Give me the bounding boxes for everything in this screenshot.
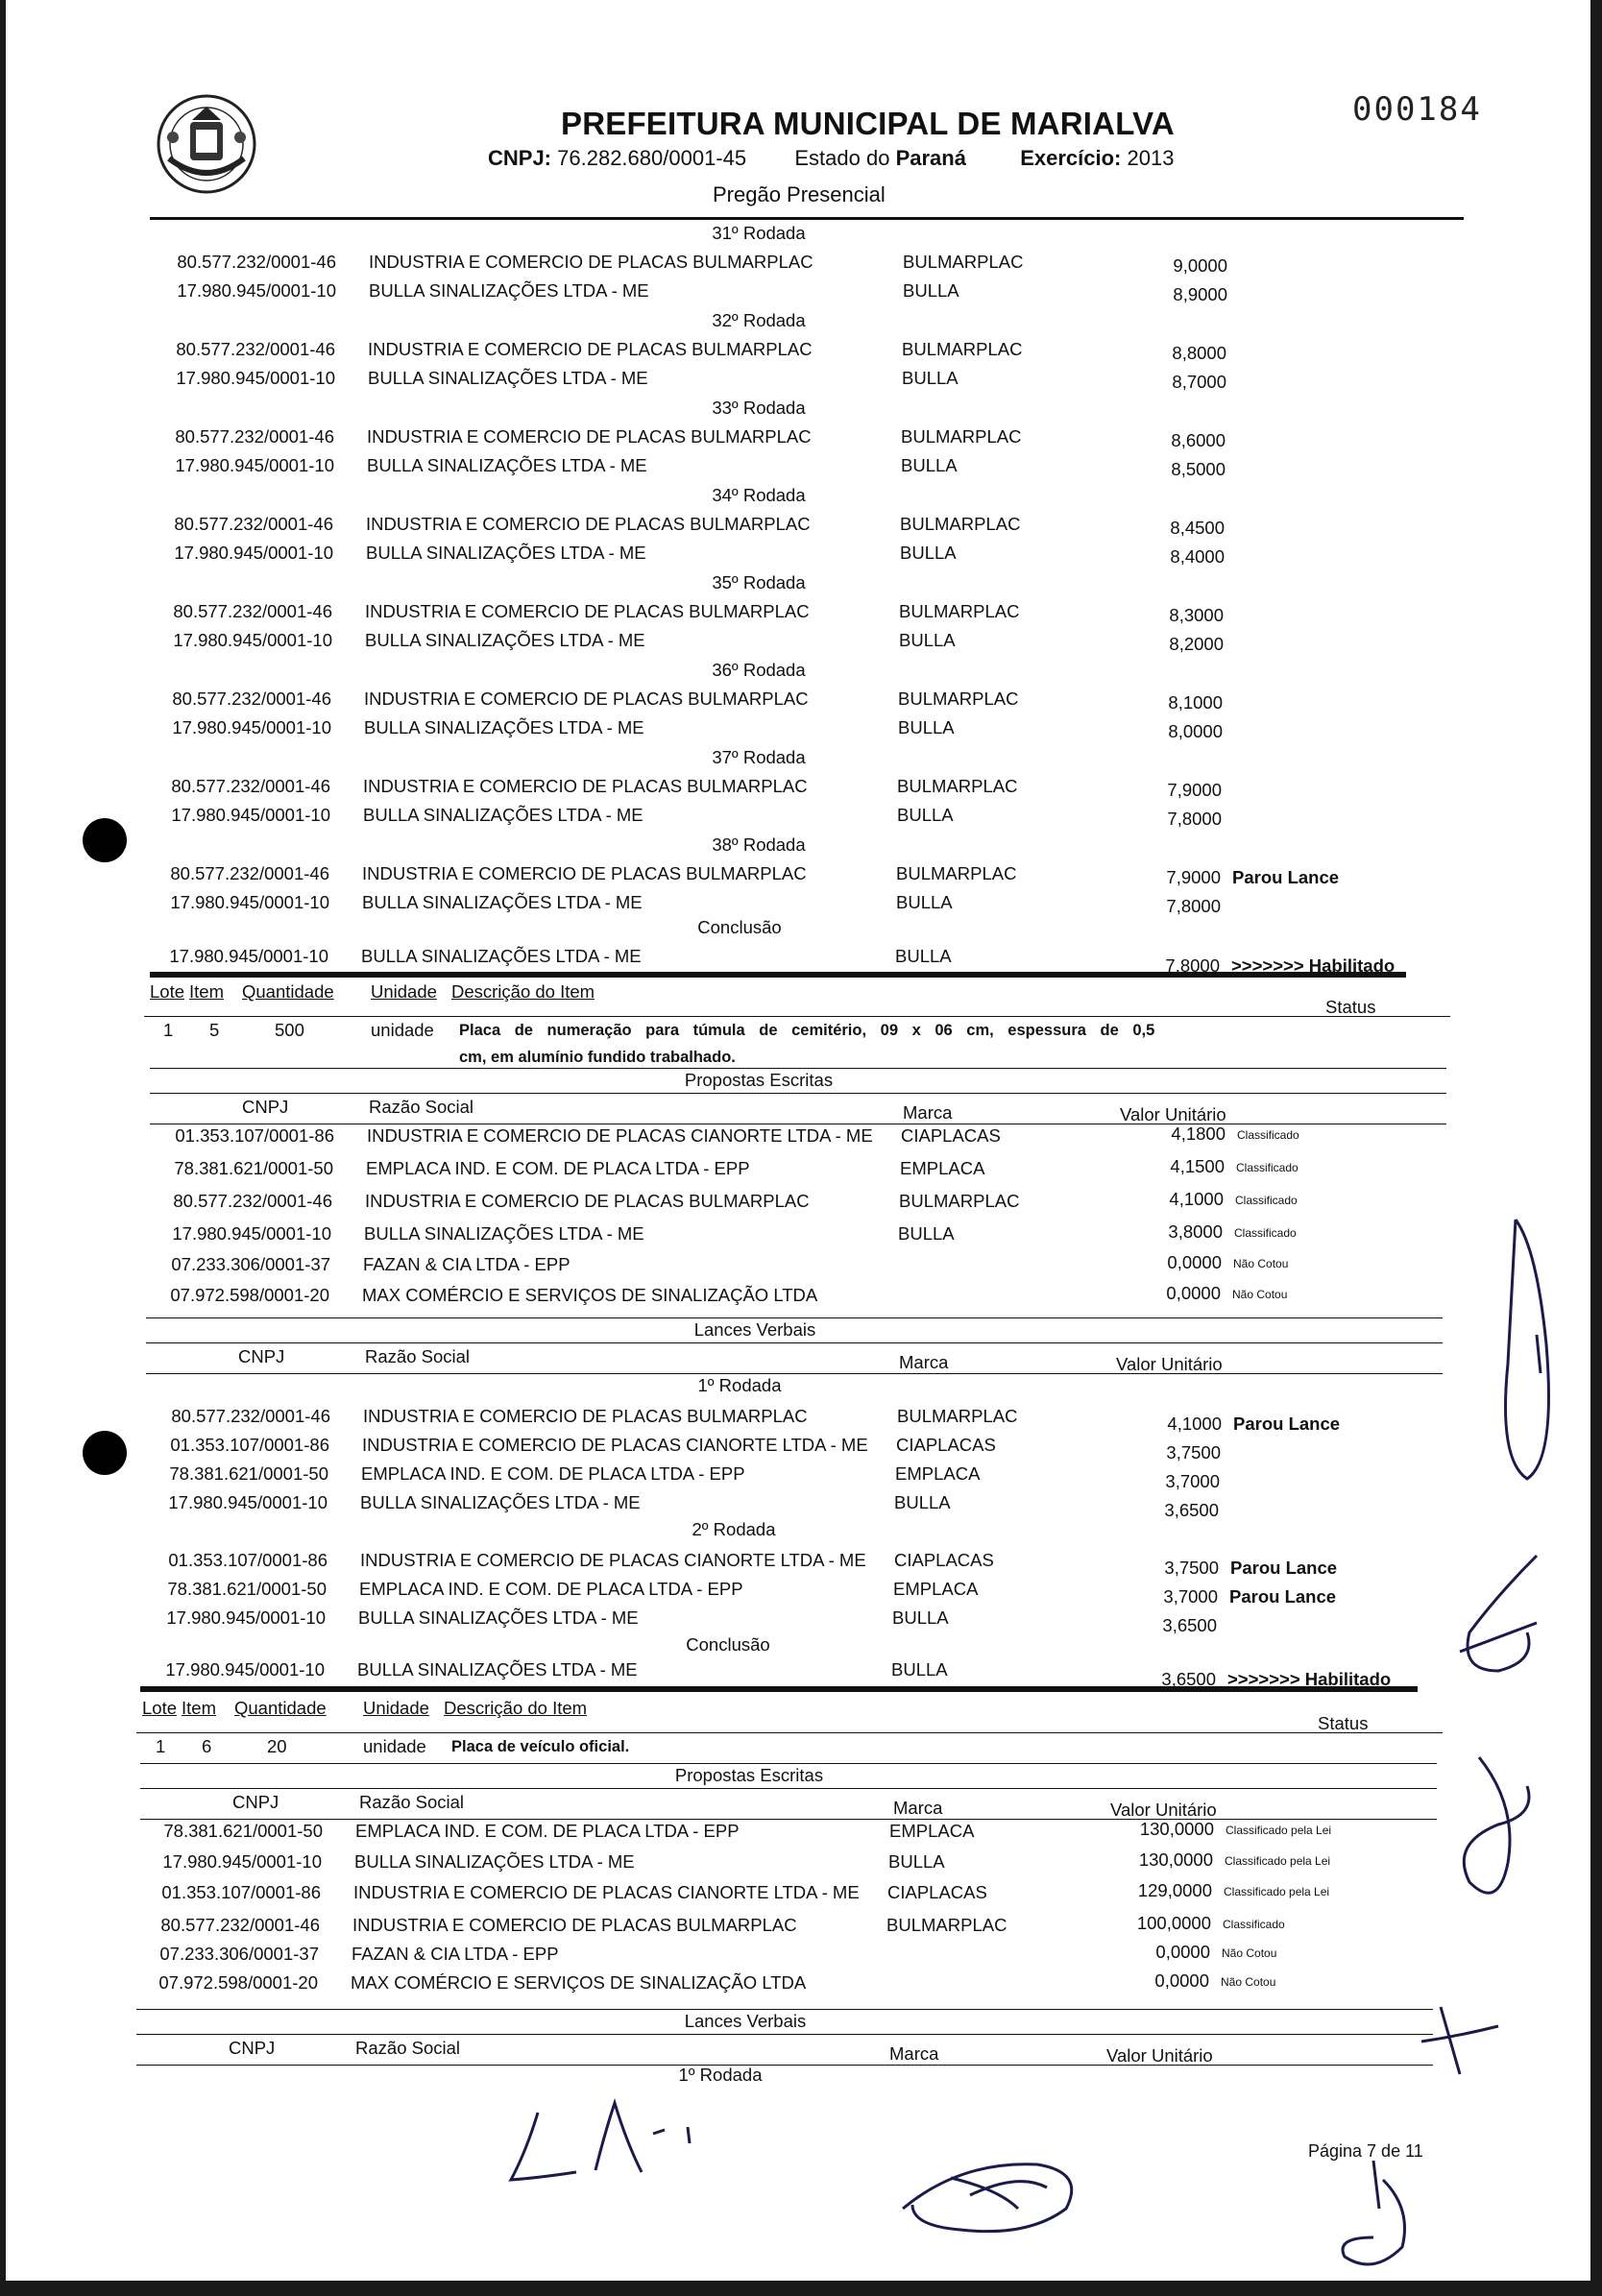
col-cnpj-header: CNPJ <box>229 2038 276 2058</box>
row-marca: BULLA <box>898 1223 955 1244</box>
row-razao-social: BULLA SINALIZAÇÕES LTDA - ME <box>357 1659 638 1680</box>
row-cnpj: 80.577.232/0001-46 <box>172 689 331 709</box>
punch-hole-top <box>83 818 127 862</box>
signature-center <box>903 2164 1072 2232</box>
row-marca: BULMARPLAC <box>900 514 1021 534</box>
row-marca: BULLA <box>898 717 955 737</box>
divider-line <box>140 1788 1437 1789</box>
row-status: Classificado pela Lei <box>1225 1854 1331 1868</box>
row-razao-social: BULLA SINALIZAÇÕES LTDA - ME <box>360 1492 641 1512</box>
row-marca: CIAPLACAS <box>887 1882 987 1902</box>
row-razao-social: INDUSTRIA E COMERCIO DE PLACAS BULMARPLAC <box>352 1915 797 1935</box>
estado-value: Paraná <box>895 146 966 170</box>
row-razao-social: BULLA SINALIZAÇÕES LTDA - ME <box>368 368 648 388</box>
row-status: >>>>>>> Habilitado <box>1231 955 1396 976</box>
row-marca: BULLA <box>903 280 959 301</box>
row-cnpj: 80.577.232/0001-46 <box>170 863 329 883</box>
round-label: 1º Rodada <box>678 2065 763 2085</box>
divider-line <box>146 1342 1443 1343</box>
row-valor: 0,0000 <box>1155 1942 1210 1962</box>
row-marca: BULMARPLAC <box>899 1191 1020 1211</box>
row-valor: 0,0000 <box>1167 1252 1222 1272</box>
row-status: >>>>>>> Habilitado <box>1227 1669 1392 1689</box>
signature-bottom-right <box>1343 2161 1405 2264</box>
row-marca: BULLA <box>902 368 959 388</box>
row-status: Não Cotou <box>1221 1975 1276 1989</box>
row-marca: CIAPLACAS <box>901 1125 1001 1146</box>
item-unidade: unidade <box>363 1736 426 1756</box>
row-cnpj: 17.980.945/0001-10 <box>172 1223 331 1244</box>
row-marca: BULLA <box>892 1607 949 1628</box>
row-razao-social: INDUSTRIA E COMERCIO DE PLACAS BULMARPLAC <box>364 689 809 709</box>
row-marca: BULMARPLAC <box>897 1406 1018 1426</box>
col-marca-header: Marca <box>893 1798 943 1818</box>
row-marca: BULLA <box>896 892 953 912</box>
row-cnpj: 07.972.598/0001-20 <box>170 1285 329 1305</box>
row-razao-social: EMPLACA IND. E COM. DE PLACA LTDA - EPP <box>355 1821 740 1841</box>
row-marca: BULMARPLAC <box>896 863 1017 883</box>
row-cnpj: 78.381.621/0001-50 <box>163 1821 323 1841</box>
row-cnpj: 17.980.945/0001-10 <box>171 805 330 825</box>
row-valor: 3,7000 <box>1163 1586 1218 1607</box>
row-cnpj: 17.980.945/0001-10 <box>169 946 328 966</box>
row-valor: 8,2000 <box>1169 634 1224 654</box>
row-valor: 3,6500 <box>1164 1500 1219 1520</box>
cnpj-value: 76.282.680/0001-45 <box>557 146 747 170</box>
signature-left <box>511 2103 690 2180</box>
item-description: Placa de veículo oficial. <box>451 1738 630 1755</box>
row-razao-social: EMPLACA IND. E COM. DE PLACA LTDA - EPP <box>359 1579 743 1599</box>
initial-right-2 <box>1460 1556 1537 1671</box>
round-label: 36º Rodada <box>712 660 806 680</box>
item-lote: 1 <box>163 1020 174 1040</box>
municipal-coat-of-arms-icon <box>154 91 259 202</box>
col-item-header: Item <box>189 981 224 1002</box>
row-valor: 3,7500 <box>1164 1558 1219 1578</box>
row-cnpj: 07.233.306/0001-37 <box>171 1254 330 1274</box>
round-label: 2º Rodada <box>692 1519 776 1539</box>
row-marca: BULMARPLAC <box>899 601 1020 621</box>
row-marca: BULLA <box>894 1492 951 1512</box>
row-razao-social: INDUSTRIA E COMERCIO DE PLACAS BULMARPLAC <box>366 514 811 534</box>
row-razao-social: BULLA SINALIZAÇÕES LTDA - ME <box>362 892 643 912</box>
round-label: 33º Rodada <box>712 398 806 418</box>
item-description: Placa de numeração para túmula de cemitério, 09 x 06 cm, espessura de 0,5 <box>459 1022 1155 1039</box>
row-razao-social: INDUSTRIA E COMERCIO DE PLACAS CIANORTE LTDA - ME <box>362 1435 868 1455</box>
page-stamp-number: 000184 <box>1352 90 1482 129</box>
row-cnpj: 80.577.232/0001-46 <box>171 776 330 796</box>
row-marca: BULMARPLAC <box>898 689 1019 709</box>
row-status: Classificado <box>1223 1918 1285 1931</box>
scan-edge-right <box>1590 0 1602 2296</box>
row-status: Não Cotou <box>1233 1257 1289 1270</box>
initial-right-1 <box>1506 1220 1549 1479</box>
divider-line <box>136 2034 1433 2035</box>
divider-line <box>136 2009 1433 2010</box>
row-valor: 3,6500 <box>1161 1669 1216 1689</box>
row-cnpj: 78.381.621/0001-50 <box>167 1579 327 1599</box>
row-status: Parou Lance <box>1229 1586 1337 1607</box>
row-cnpj: 80.577.232/0001-46 <box>173 1191 332 1211</box>
row-valor: 0,0000 <box>1154 1970 1209 1991</box>
row-razao-social: INDUSTRIA E COMERCIO DE PLACAS BULMARPLAC <box>368 339 813 359</box>
row-razao-social: INDUSTRIA E COMERCIO DE PLACAS BULMARPLAC <box>365 601 810 621</box>
row-valor: 3,8000 <box>1168 1221 1223 1242</box>
cnpj-label: CNPJ: <box>488 146 552 170</box>
row-razao-social: EMPLACA IND. E COM. DE PLACA LTDA - EPP <box>361 1463 745 1484</box>
row-marca: EMPLACA <box>895 1463 981 1484</box>
row-cnpj: 80.577.232/0001-46 <box>175 426 334 447</box>
col-status-header: Status <box>1318 1713 1369 1733</box>
divider-line <box>150 1093 1446 1094</box>
row-cnpj: 17.980.945/0001-10 <box>174 543 333 563</box>
row-razao-social: INDUSTRIA E COMERCIO DE PLACAS BULMARPLAC <box>362 863 807 883</box>
row-status: Classificado <box>1237 1128 1299 1142</box>
row-valor: 9,0000 <box>1173 255 1227 276</box>
row-valor: 8,6000 <box>1171 430 1226 450</box>
row-cnpj: 01.353.107/0001-86 <box>161 1882 321 1902</box>
round-label: 38º Rodada <box>712 834 806 855</box>
row-marca: BULLA <box>900 543 957 563</box>
row-cnpj: 01.353.107/0001-86 <box>168 1550 328 1570</box>
row-marca: BULLA <box>899 630 956 650</box>
round-label: 1º Rodada <box>697 1375 782 1395</box>
item-description-cont: cm, em alumínio fundido trabalhado. <box>459 1049 736 1066</box>
row-cnpj: 17.980.945/0001-10 <box>177 280 336 301</box>
row-status: Parou Lance <box>1230 1558 1338 1578</box>
row-valor: 8,7000 <box>1172 372 1226 392</box>
section-title: Lances Verbais <box>693 1319 816 1340</box>
estado-label: Estado do <box>794 146 890 170</box>
col-valor-header: Valor Unitário <box>1110 1800 1217 1820</box>
row-valor: 7,8000 <box>1166 896 1221 916</box>
row-marca: BULMARPLAC <box>901 426 1022 447</box>
row-status: Classificado pela Lei <box>1226 1824 1332 1837</box>
row-marca: CIAPLACAS <box>896 1435 996 1455</box>
item-number: 5 <box>209 1020 220 1040</box>
divider-line <box>140 1686 1418 1692</box>
row-valor: 8,9000 <box>1173 284 1227 304</box>
divider-line <box>140 1819 1437 1820</box>
row-cnpj: 17.980.945/0001-10 <box>175 455 334 475</box>
col-cnpj-header: CNPJ <box>238 1346 285 1366</box>
round-label: 34º Rodada <box>712 485 806 505</box>
row-cnpj: 80.577.232/0001-46 <box>171 1406 330 1426</box>
col-marca-header: Marca <box>889 2043 939 2064</box>
divider-line <box>146 1317 1443 1318</box>
row-razao-social: INDUSTRIA E COMERCIO DE PLACAS CIANORTE LTDA - ME <box>353 1882 860 1902</box>
row-razao-social: FAZAN & CIA LTDA - EPP <box>363 1254 570 1274</box>
header-info-line <box>488 146 1174 171</box>
row-valor: 7,8000 <box>1165 955 1220 976</box>
row-status: Classificado <box>1236 1161 1299 1174</box>
row-razao-social: BULLA SINALIZAÇÕES LTDA - ME <box>364 1223 644 1244</box>
col-razao-header: Razão Social <box>365 1346 471 1366</box>
row-valor: 0,0000 <box>1166 1283 1221 1303</box>
row-razao-social: BULLA SINALIZAÇÕES LTDA - ME <box>369 280 649 301</box>
conclusao-label: Conclusão <box>686 1634 770 1655</box>
col-lote-header: Lote <box>142 1698 178 1718</box>
row-cnpj: 80.577.232/0001-46 <box>177 252 336 272</box>
row-valor: 4,1000 <box>1169 1189 1224 1209</box>
row-valor: 3,7500 <box>1166 1442 1221 1462</box>
row-marca: BULMARPLAC <box>903 252 1024 272</box>
scan-edge-bottom <box>0 2281 1602 2296</box>
row-razao-social: BULLA SINALIZAÇÕES LTDA - ME <box>364 717 644 737</box>
row-marca: BULMARPLAC <box>886 1915 1007 1935</box>
row-valor: 4,1500 <box>1170 1156 1225 1176</box>
col-valor-header: Valor Unitário <box>1106 2045 1213 2066</box>
row-marca: EMPLACA <box>889 1821 975 1841</box>
col-quantidade-header: Quantidade <box>242 981 334 1002</box>
row-valor: 130,0000 <box>1138 1849 1213 1870</box>
row-razao-social: INDUSTRIA E COMERCIO DE PLACAS CIANORTE LTDA - ME <box>360 1550 866 1570</box>
row-razao-social: INDUSTRIA E COMERCIO DE PLACAS BULMARPLAC <box>363 1406 808 1426</box>
row-marca: BULMARPLAC <box>902 339 1023 359</box>
row-marca: BULLA <box>901 455 958 475</box>
row-status: Parou Lance <box>1233 1414 1341 1434</box>
row-cnpj: 17.980.945/0001-10 <box>162 1851 322 1872</box>
row-cnpj: 01.353.107/0001-86 <box>170 1435 329 1455</box>
row-cnpj: 17.980.945/0001-10 <box>170 892 329 912</box>
row-valor: 3,7000 <box>1165 1471 1220 1491</box>
row-cnpj: 07.972.598/0001-20 <box>158 1972 318 1993</box>
row-cnpj: 17.980.945/0001-10 <box>176 368 335 388</box>
section-title: Propostas Escritas <box>674 1765 824 1785</box>
row-razao-social: EMPLACA IND. E COM. DE PLACA LTDA - EPP <box>366 1158 750 1178</box>
col-descricao-header: Descrição do Item <box>444 1698 588 1718</box>
row-razao-social: BULLA SINALIZAÇÕES LTDA - ME <box>366 543 646 563</box>
row-valor: 7,8000 <box>1167 809 1222 829</box>
punch-hole-bottom <box>83 1431 127 1475</box>
round-label: 31º Rodada <box>712 223 806 243</box>
divider-line <box>140 1763 1437 1764</box>
row-razao-social: BULLA SINALIZAÇÕES LTDA - ME <box>367 455 647 475</box>
row-cnpj: 80.577.232/0001-46 <box>160 1915 320 1935</box>
page-title: PREFEITURA MUNICIPAL DE MARIALVA <box>561 106 1175 141</box>
row-razao-social: BULLA SINALIZAÇÕES LTDA - ME <box>363 805 643 825</box>
row-valor: 129,0000 <box>1137 1880 1212 1900</box>
row-valor: 7,9000 <box>1167 780 1222 800</box>
row-cnpj: 07.233.306/0001-37 <box>159 1944 319 1964</box>
conclusao-label: Conclusão <box>697 917 782 937</box>
row-marca: BULLA <box>891 1659 948 1680</box>
item-quantidade: 20 <box>267 1736 287 1756</box>
row-cnpj: 78.381.621/0001-50 <box>174 1158 333 1178</box>
scan-edge-left <box>0 0 6 2296</box>
divider-line <box>136 1732 1443 1733</box>
col-status-header: Status <box>1325 997 1376 1017</box>
row-cnpj: 80.577.232/0001-46 <box>173 601 332 621</box>
row-cnpj: 17.980.945/0001-10 <box>165 1659 325 1680</box>
row-valor: 8,0000 <box>1168 721 1223 741</box>
col-razao-header: Razão Social <box>369 1097 474 1117</box>
col-valor-header: Valor Unitário <box>1116 1354 1223 1374</box>
row-marca: BULLA <box>895 946 952 966</box>
col-unidade-header: Unidade <box>363 1698 429 1718</box>
section-title: Lances Verbais <box>684 2011 807 2031</box>
row-marca: BULLA <box>888 1851 945 1872</box>
divider-line <box>146 1373 1443 1374</box>
col-quantidade-header: Quantidade <box>234 1698 327 1718</box>
row-razao-social: MAX COMÉRCIO E SERVIÇOS DE SINALIZAÇÃO LTDA <box>351 1972 807 1993</box>
row-razao-social: MAX COMÉRCIO E SERVIÇOS DE SINALIZAÇÃO LTDA <box>362 1285 818 1305</box>
row-status: Classificado pela Lei <box>1224 1885 1330 1898</box>
row-cnpj: 17.980.945/0001-10 <box>173 630 332 650</box>
row-razao-social: INDUSTRIA E COMERCIO DE PLACAS BULMARPLAC <box>369 252 813 272</box>
col-lote-header: Lote <box>150 981 185 1002</box>
item-unidade: unidade <box>371 1020 434 1040</box>
row-razao-social: INDUSTRIA E COMERCIO DE PLACAS CIANORTE LTDA - ME <box>367 1125 873 1146</box>
row-valor: 4,1000 <box>1167 1414 1222 1434</box>
row-marca: BULLA <box>897 805 954 825</box>
round-label: 37º Rodada <box>712 747 806 767</box>
row-razao-social: BULLA SINALIZAÇÕES LTDA - ME <box>354 1851 635 1872</box>
page-subtitle: Pregão Presencial <box>713 182 886 206</box>
col-valor-header: Valor Unitário <box>1120 1104 1226 1124</box>
col-razao-header: Razão Social <box>355 2038 461 2058</box>
row-status: Classificado <box>1234 1226 1297 1240</box>
divider-line <box>144 1016 1450 1017</box>
initial-right-4 <box>1421 2007 1498 2074</box>
row-cnpj: 17.980.945/0001-10 <box>172 717 331 737</box>
round-label: 32º Rodada <box>712 310 806 330</box>
row-valor: 8,4500 <box>1170 518 1225 538</box>
col-cnpj-header: CNPJ <box>232 1792 279 1812</box>
row-valor: 3,6500 <box>1162 1615 1217 1635</box>
row-valor: 8,1000 <box>1168 692 1223 713</box>
row-razao-social: BULLA SINALIZAÇÕES LTDA - ME <box>358 1607 639 1628</box>
page-number: Página 7 de 11 <box>1308 2141 1423 2161</box>
row-valor: 8,3000 <box>1169 605 1224 625</box>
row-valor: 130,0000 <box>1139 1819 1214 1839</box>
item-number: 6 <box>202 1736 212 1756</box>
divider-line <box>150 972 1406 978</box>
row-cnpj: 80.577.232/0001-46 <box>176 339 335 359</box>
row-cnpj: 17.980.945/0001-10 <box>168 1492 328 1512</box>
row-valor: 100,0000 <box>1136 1913 1211 1933</box>
col-marca-header: Marca <box>903 1102 953 1123</box>
row-marca: BULMARPLAC <box>897 776 1018 796</box>
row-razao-social: BULLA SINALIZAÇÕES LTDA - ME <box>365 630 645 650</box>
row-status: Classificado <box>1235 1194 1298 1207</box>
row-razao-social: INDUSTRIA E COMERCIO DE PLACAS BULMARPLAC <box>365 1191 810 1211</box>
col-descricao-header: Descrição do Item <box>451 981 595 1002</box>
col-cnpj-header: CNPJ <box>242 1097 289 1117</box>
row-razao-social: BULLA SINALIZAÇÕES LTDA - ME <box>361 946 642 966</box>
row-razao-social: FAZAN & CIA LTDA - EPP <box>352 1944 559 1964</box>
row-cnpj: 80.577.232/0001-46 <box>174 514 333 534</box>
row-cnpj: 01.353.107/0001-86 <box>175 1125 334 1146</box>
exercicio-value: 2013 <box>1127 146 1175 170</box>
section-title: Propostas Escritas <box>684 1070 834 1090</box>
row-marca: EMPLACA <box>900 1158 985 1178</box>
col-razao-header: Razão Social <box>359 1792 465 1812</box>
row-valor: 8,8000 <box>1172 343 1226 363</box>
header-rule <box>150 217 1464 220</box>
row-status: Parou Lance <box>1232 867 1340 887</box>
col-marca-header: Marca <box>899 1352 949 1372</box>
row-razao-social: INDUSTRIA E COMERCIO DE PLACAS BULMARPLAC <box>367 426 812 447</box>
item-lote: 1 <box>156 1736 166 1756</box>
row-status: Não Cotou <box>1222 1946 1277 1960</box>
row-cnpj: 17.980.945/0001-10 <box>166 1607 326 1628</box>
exercicio-label: Exercício: <box>1020 146 1122 170</box>
row-marca: CIAPLACAS <box>894 1550 994 1570</box>
row-marca: EMPLACA <box>893 1579 979 1599</box>
row-valor: 7,9000 <box>1166 867 1221 887</box>
row-razao-social: INDUSTRIA E COMERCIO DE PLACAS BULMARPLAC <box>363 776 808 796</box>
divider-line <box>150 1068 1446 1069</box>
row-cnpj: 78.381.621/0001-50 <box>169 1463 328 1484</box>
item-quantidade: 500 <box>275 1020 304 1040</box>
row-valor: 4,1800 <box>1171 1124 1226 1144</box>
row-valor: 8,4000 <box>1170 546 1225 567</box>
round-label: 35º Rodada <box>712 572 806 592</box>
row-valor: 8,5000 <box>1171 459 1226 479</box>
row-status: Não Cotou <box>1232 1288 1288 1301</box>
col-unidade-header: Unidade <box>371 981 437 1002</box>
initial-right-3 <box>1464 1757 1529 1893</box>
col-item-header: Item <box>182 1698 216 1718</box>
